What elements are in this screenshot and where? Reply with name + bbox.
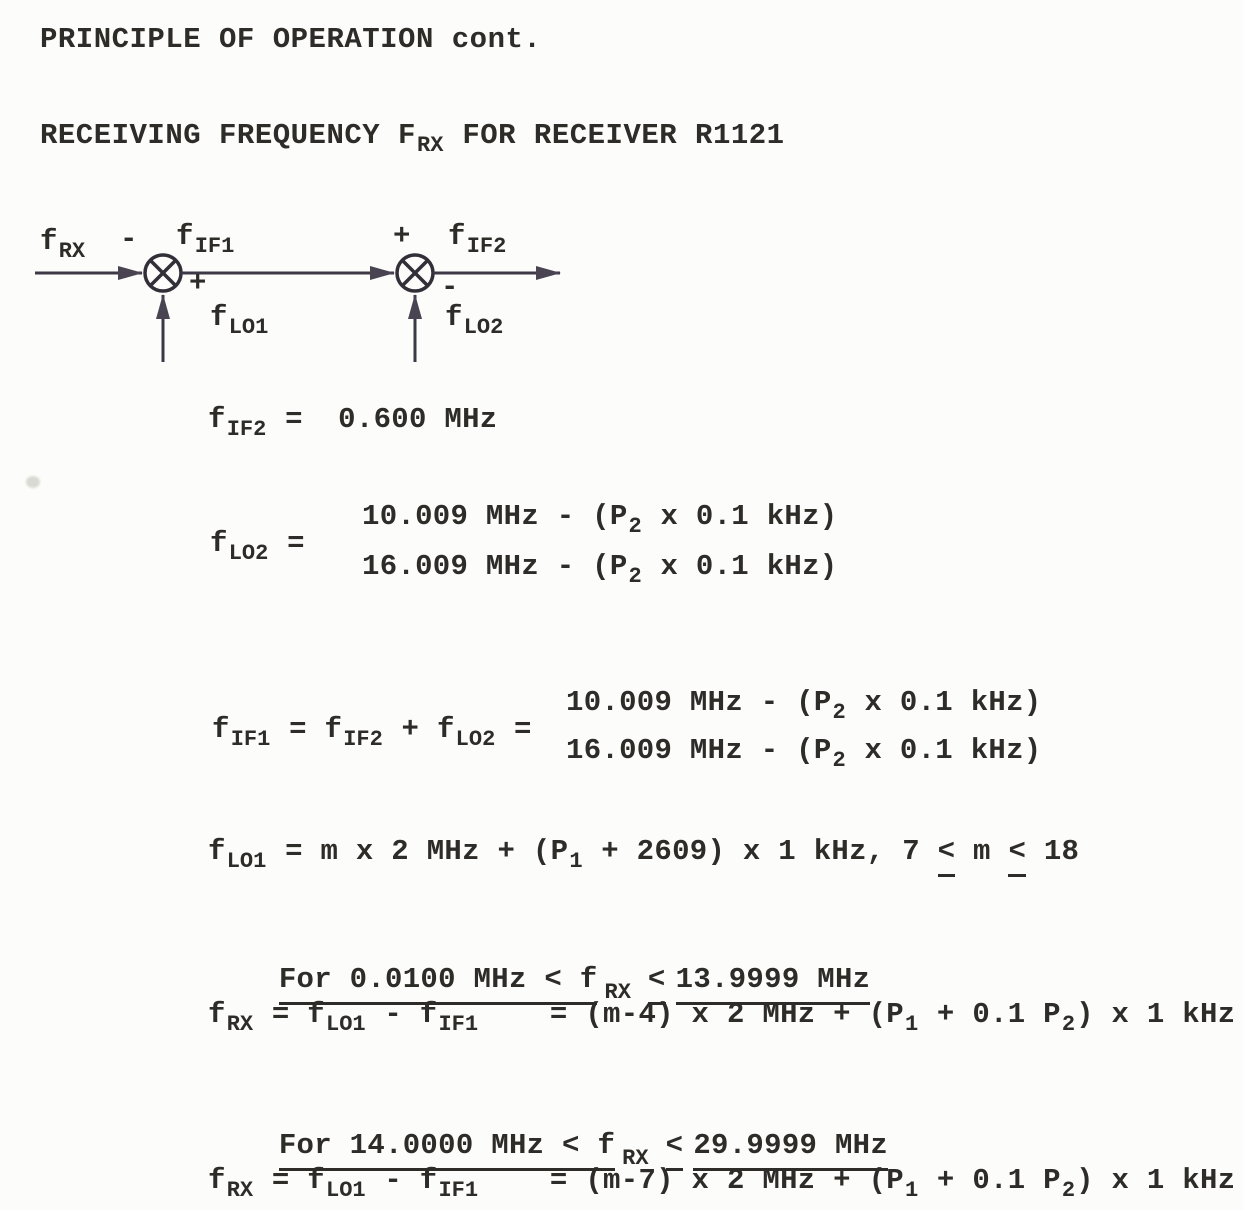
mixer2-plus-sign: + bbox=[393, 220, 411, 253]
flo2-label: fLO2 bbox=[445, 301, 504, 340]
equation-flo1: fLO1 = m x 2 MHz + (P1 + 2609) x 1 kHz, 7 < m < 18 bbox=[208, 834, 1079, 872]
range2-upper-bound: 29.9999 MHz bbox=[693, 1129, 888, 1171]
equation-fif2: fIF2 = 0.600 MHz bbox=[208, 403, 498, 442]
range1-upper-bound: 13.9999 MHz bbox=[676, 963, 871, 1005]
section-heading: RECEIVING FREQUENCY FRX FOR RECEIVER R1121 bbox=[40, 119, 785, 158]
equation-frx-result-2: fRX = fLO1 - fIF1 = (m-7) x 2 MHz + (P1 + 0.1 P2) x 1 kHz bbox=[208, 1164, 1236, 1203]
equation-fif1-case1: 10.009 MHz - (P2 x 0.1 kHz) bbox=[566, 686, 1042, 725]
equation-frx-result-1: fRX = fLO1 - fIF1 = (m-4) x 2 MHz + (P1 + 0.1 P2) x 1 kHz bbox=[208, 998, 1236, 1037]
range1-frx-subscript: RX bbox=[604, 980, 631, 1006]
mixer1-plus-sign: + bbox=[189, 267, 207, 300]
fif1-label: fIF1 bbox=[176, 220, 235, 259]
equation-flo2-label: fLO2 = bbox=[210, 527, 305, 566]
range1-lower-bound: For 0.0100 MHz < f bbox=[279, 963, 598, 1005]
equation-flo2-case2: 16.009 MHz - (P2 x 0.1 kHz) bbox=[362, 550, 838, 589]
range2-leq-sign: < bbox=[666, 1129, 684, 1162]
mixer1-minus-sign: - bbox=[120, 223, 138, 256]
range2-lower-bound: For 14.0000 MHz < f bbox=[279, 1129, 615, 1171]
equation-fif1-case2: 16.009 MHz - (P2 x 0.1 kHz) bbox=[566, 734, 1042, 773]
frx-input-label: fRX bbox=[40, 225, 86, 264]
mixer2-minus-sign: - bbox=[441, 271, 459, 304]
equation-fif1-label: fIF1 = fIF2 + fLO2 = bbox=[212, 713, 532, 752]
page-title: PRINCIPLE OF OPERATION cont. bbox=[40, 23, 542, 56]
range1-leq-sign: < bbox=[648, 963, 666, 996]
scan-artifact-dot bbox=[26, 476, 40, 488]
fif2-label: fIF2 bbox=[448, 220, 507, 259]
equation-flo2-case1: 10.009 MHz - (P2 x 0.1 kHz) bbox=[362, 500, 838, 539]
range2-frx-subscript: RX bbox=[622, 1146, 649, 1172]
flo1-label: fLO1 bbox=[210, 301, 269, 340]
